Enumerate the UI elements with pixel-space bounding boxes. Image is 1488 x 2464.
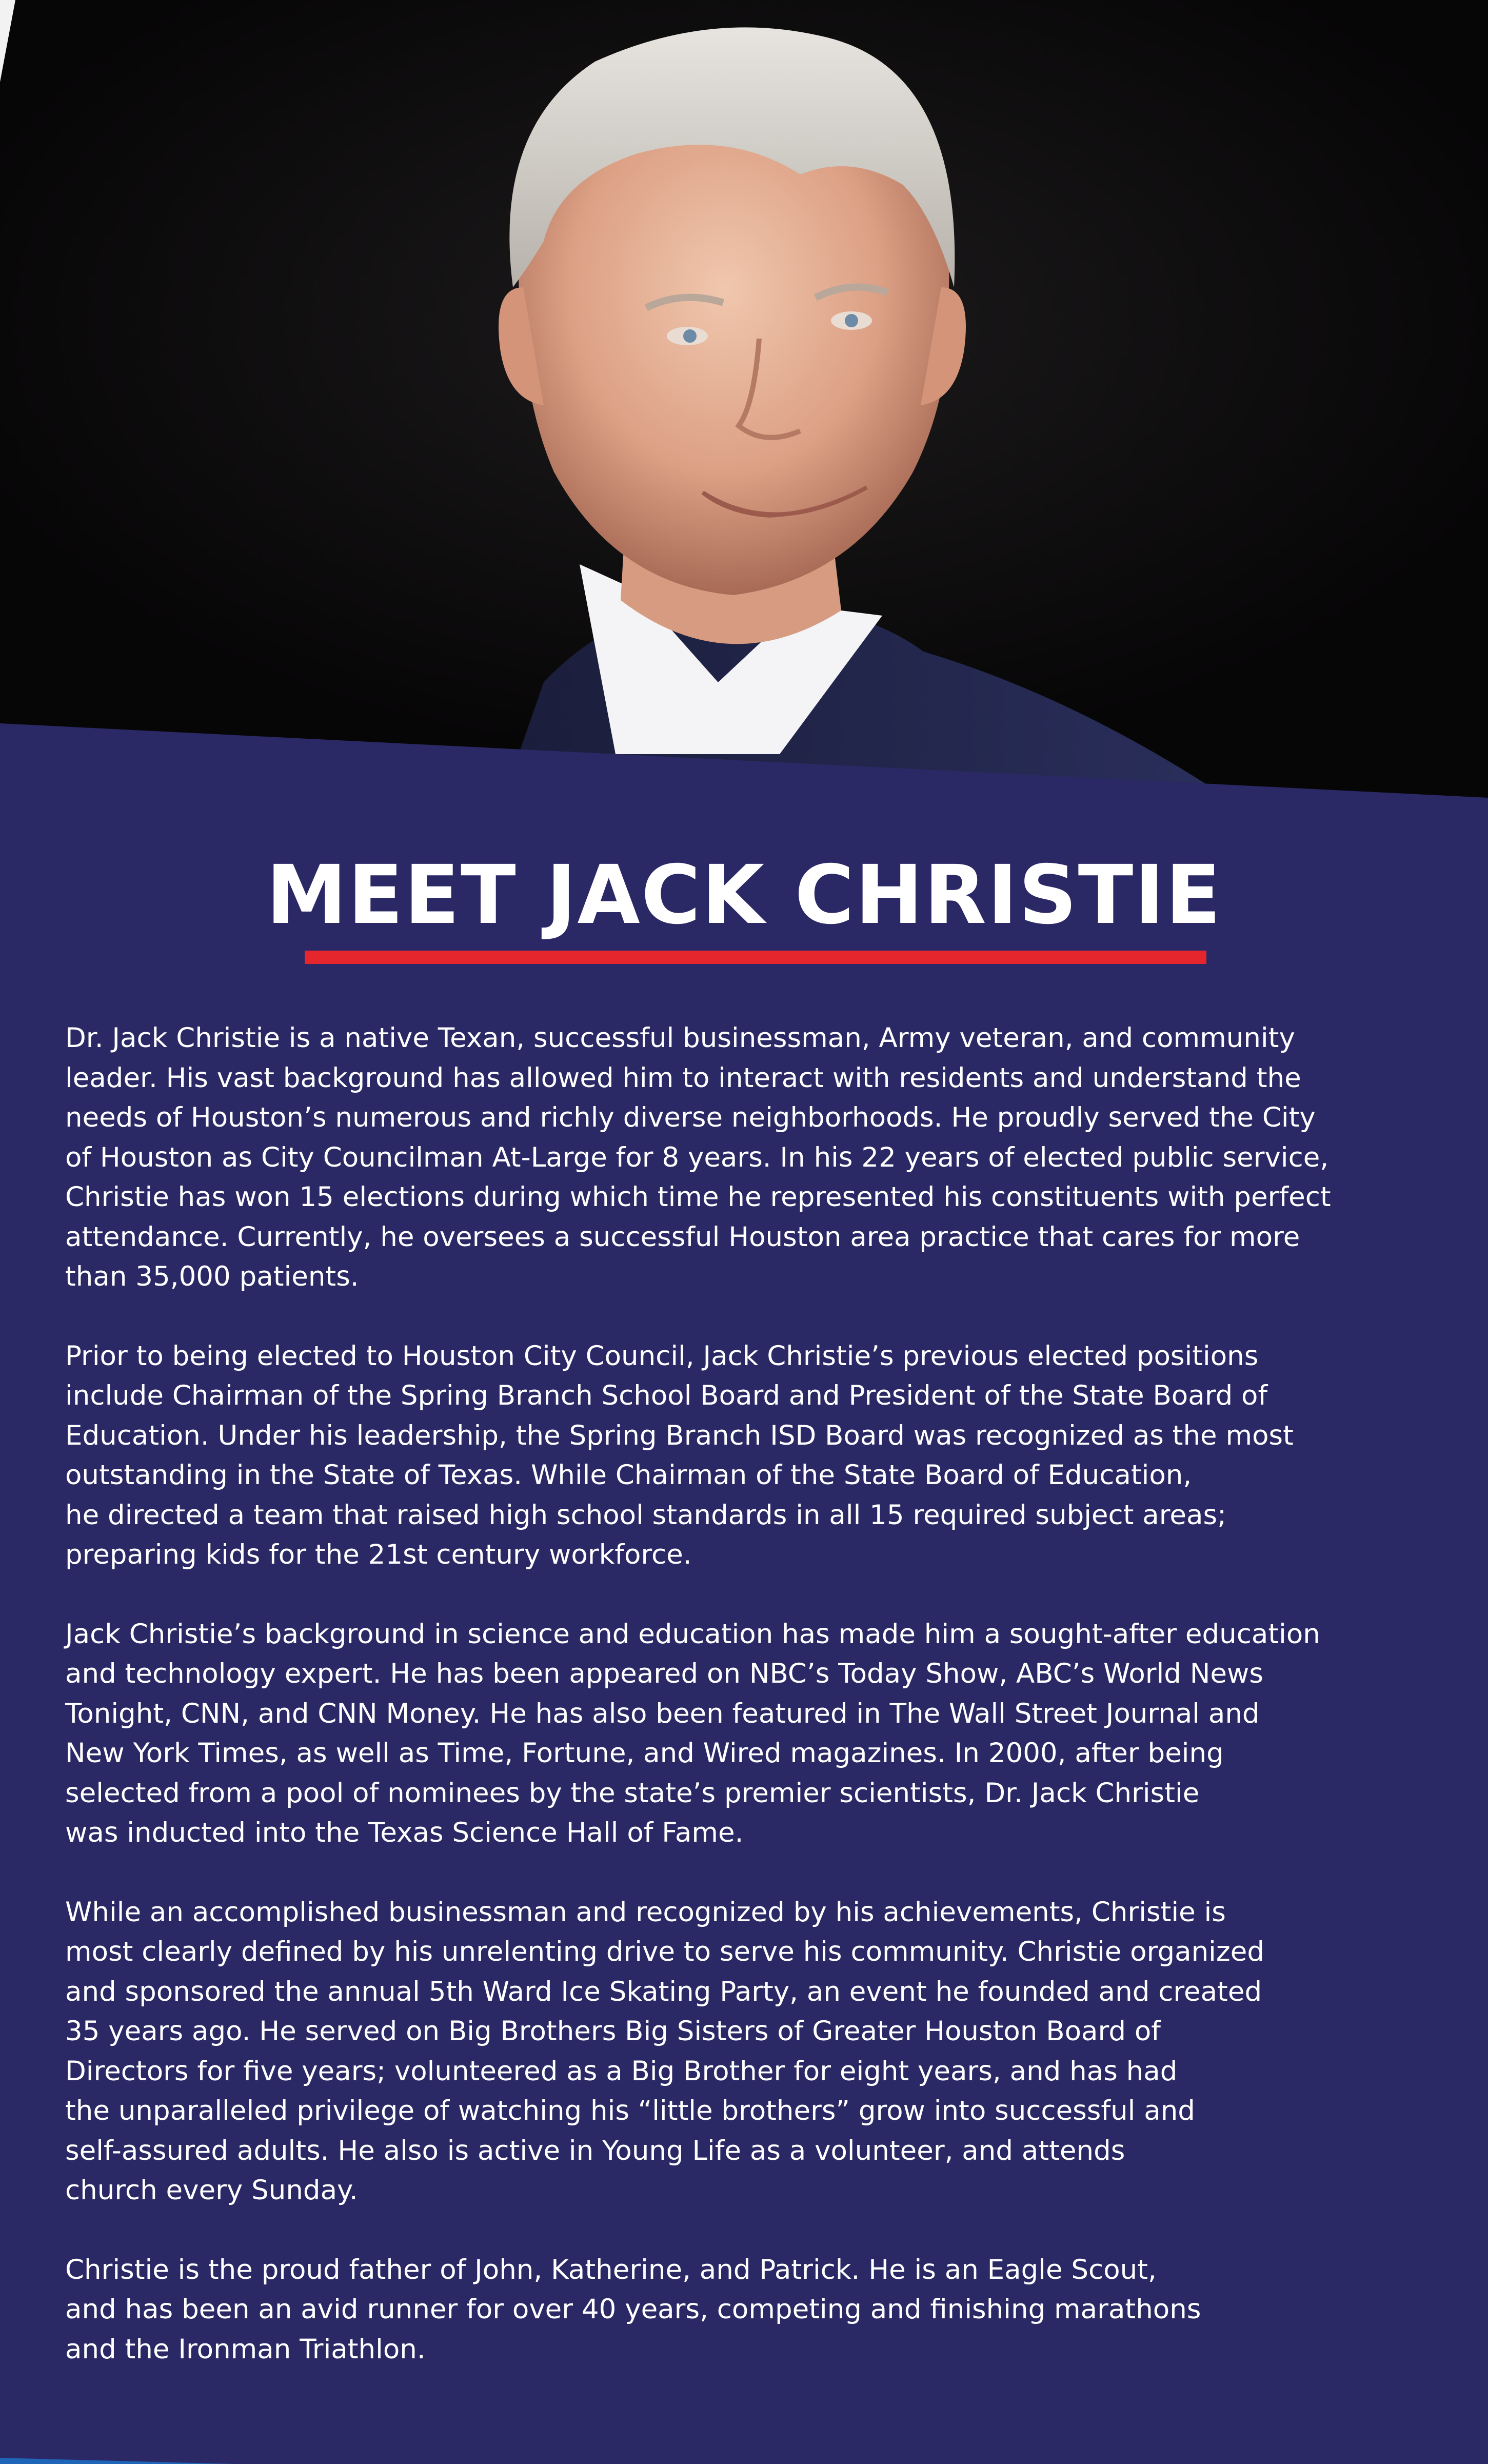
bio-paragraph: While an accomplished businessman and recognized by his achievements, Christie is most clearly defined by his unrelenting drive to serve his community. Christie organized and sponsored the annual 5th Ward Ice Skating Party, an event he founded and created 35 years ago. He served on Big Brothers Big Sisters of Greater Houston Board of Directors for five years; volunteered as a Big Brother for eight years, and has had the unparalleled privilege of watching his “little brothers” grow into successful and self-assured adults. He also is active in Young Life as a volunteer, and attends church every Sunday. <box>65 1896 1264 2206</box>
biography <box>65 1018 1440 2409</box>
bio-paragraph: Dr. Jack Christie is a native Texan, successful businessman, Army veteran, and community leader. His vast background has allowed him to interact with residents and understand the needs of Houston’s numerous and richly diverse neighborhoods. He proudly served the City of Houston as City Councilman At-Large for 8 years. In his 22 years of elected public service, Christie has won 15 elections during which time he represented his constituents with perfect attendance. Currently, he oversees a successful Houston area practice that cares for more than 35,000 patients. <box>65 1022 1331 1292</box>
page-title: MEET JACK CHRISTIE <box>266 848 1222 942</box>
bio-paragraph: Christie is the proud father of John, Katherine, and Patrick. He is an Eagle Scout, and has been an avid runner for over 40 years, competing and finishing marathons and the Ironman Triathlon. <box>65 2254 1201 2365</box>
bio-paragraph: Jack Christie’s background in science and education has made him a sought-after education and technology expert. He has been appeared on NBC’s Today Show, ABC’s World News Tonight, CNN, and CNN Money. He has also been featured in The Wall Street Journal and New York Times, as well as Time, Fortune, and Wired magazines. In 2000, after being selected from a pool of nominees by the state’s premier scientists, Dr. Jack Christie was inducted into the Texas Science Hall of Fame. <box>65 1618 1320 1848</box>
title-underline <box>305 951 1206 964</box>
bottom-accent-stripe <box>0 2443 1488 2464</box>
bio-paragraph: Prior to being elected to Houston City Council, Jack Christie’s previous elected positions include Chairman of the Spring Branch School Board and President of the State Board of Education. Under his leadership, the Spring Branch ISD Board was recognized as the most outstanding in the State of Texas. While Chairman of the State Board of Education, he directed a team that raised high school standards in all 15 required subject areas; preparing kids for the 21st century workforce. <box>65 1340 1294 1570</box>
